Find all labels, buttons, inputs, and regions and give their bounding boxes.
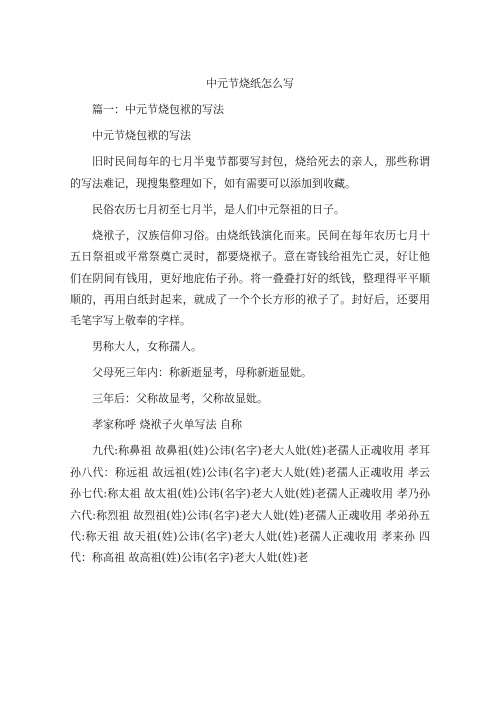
document-body xyxy=(70,73,430,573)
section-heading: 篇一：中元节烧包袱的写法 xyxy=(92,103,224,117)
paragraph: 父母死三年内：称新逝显考，母称新逝显妣。 xyxy=(92,366,312,380)
paragraph: 孝家称呼 烧袱子火单写法 自称 xyxy=(92,418,242,432)
paragraph: 三年后：父称故显考，父称故显妣。 xyxy=(92,392,268,406)
paragraph: 旧时民间每年的七月半鬼节都要写封包，烧给死去的亲人，那些称谓的写法难记，现搜集整理如下，如有需要可以添加到收藏。 xyxy=(70,155,430,190)
paragraph: 烧袱子，汉族信仰习俗。由烧纸钱演化而来。民间在每年农历七月十五日祭祖或平常祭奠亡灵时，都要烧袱子。意在寄钱给祖先亡灵，好让他们在阴间有钱用，更好地庇佑子孙。将一叠叠打好的纸钱，整理得平平顺顺的，再用白纸封起来，就成了一个个长方形的袱子了。封好后，还要用毛笔字写上敬奉的字样。 xyxy=(70,228,430,328)
paragraph: 九代:称鼻祖 故鼻祖(姓)公讳(名字)老大人妣(姓)老孺人正魂收用 孝耳孙八代：称远祖 故远祖(姓)公讳(名字)老大人妣(姓)老孺人正魂收用 孝云孙七代:称太祖 故太祖(姓)公讳(名字)老大人妣(姓)老孺人正魂收用 孝乃孙六代:称烈祖 故烈祖(姓)公讳(名字)老大人妣(姓)老孺人正魂收用 孝弟孙五代:称天祖 故天祖(姓)公讳(名字)老大人妣(姓)老孺人正魂收用 孝来孙 四代：称高祖 故高祖(姓)公讳(名字)老大人妣(姓)老 xyxy=(70,444,430,565)
paragraph: 民俗农历七月初至七月半，是人们中元祭祖的日子。 xyxy=(92,202,345,216)
document-title: 中元节烧纸怎么写 xyxy=(206,77,294,90)
paragraph: 男称大人，女称孺人。 xyxy=(92,340,202,354)
subsection-heading: 中元节烧包袱的写法 xyxy=(92,129,191,143)
